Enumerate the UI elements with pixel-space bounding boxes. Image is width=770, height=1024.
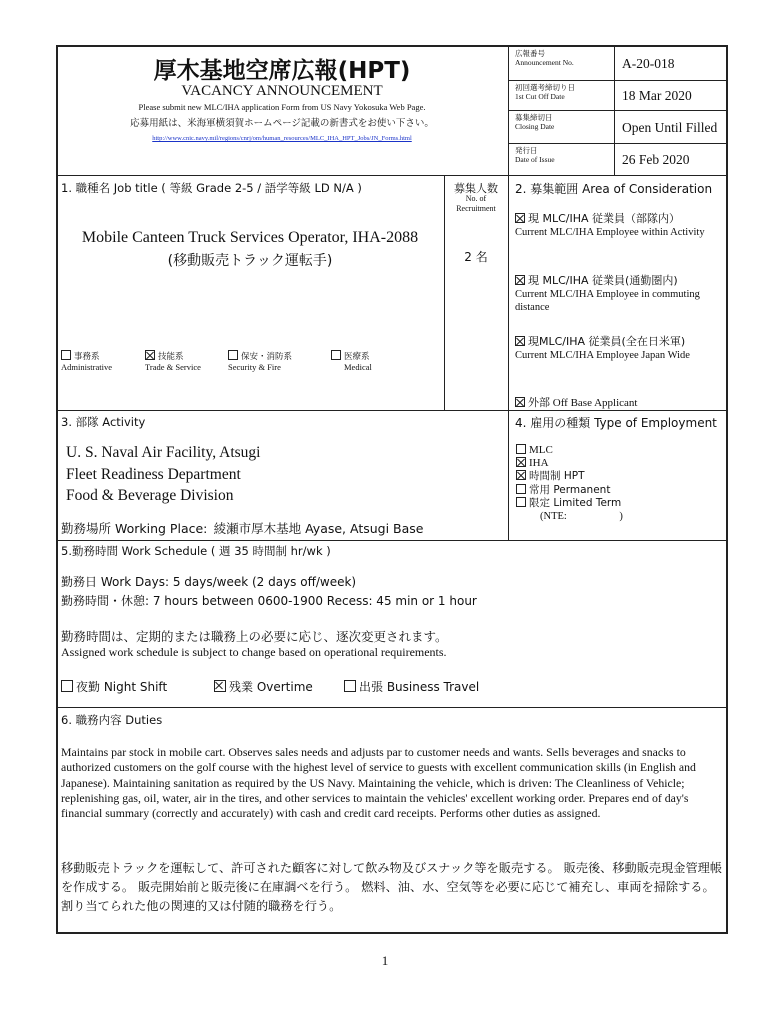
job-title-ja: (移動販売トラック運転手): [167, 253, 333, 269]
page-title: 厚木基地空席広報(HPT): [153, 58, 411, 84]
employment-checkbox[interactable]: [516, 444, 526, 454]
category-checkbox[interactable]: [145, 350, 155, 360]
divider-job: [56, 410, 728, 411]
employment-limited[interactable]: 限定 Limited Term: [516, 497, 623, 510]
divider-schedule: [56, 707, 728, 708]
employment-permanent[interactable]: 常用 Permanent: [516, 484, 623, 497]
category-checkbox[interactable]: [61, 350, 71, 360]
announcement-number: A-20-018: [622, 56, 675, 71]
activity-heading: 3. 部隊 Activity: [61, 415, 146, 429]
consideration-checkbox[interactable]: [515, 275, 525, 285]
duties-text-en: Maintains par stock in mobile cart. Observes sales needs and adjusts par to customer needs and wants. Sells beverages and snacks to authorized customers on the golf course with the highest level of service to guests with excellent communication skills (in English and Japanese). Maintaining sanitation as required by the US Navy. Maintaining the vehicle, which is driven: The Cleanliness of Vehicle; replenishing gas, oil, water, air in the tires, and other services to maintain the vehicles' excellent working order. Prepares end of day's financial summary (correctly and accurately) with cash and credit card receipts. Performs other duties as assigned.: [61, 745, 696, 821]
divider-header: [56, 175, 728, 176]
employment-hpt[interactable]: 時間制 HPT: [516, 470, 623, 483]
employment-options: [516, 444, 623, 523]
category-checkbox[interactable]: [331, 350, 341, 360]
recruitment-label-en: No. of Recruitment: [456, 194, 496, 213]
divider-info-1: [508, 80, 728, 81]
consideration-checkbox[interactable]: [515, 397, 525, 407]
category-trade-service[interactable]: 技能系 Trade & Service: [145, 352, 201, 372]
option-checkbox[interactable]: [344, 680, 356, 692]
closing-date: Open Until Filled: [622, 120, 718, 135]
consideration-off-base[interactable]: 外部 Off Base Applicant: [515, 394, 725, 410]
divider-right-column: [508, 45, 509, 540]
schedule-heading: 5.勤務時間 Work Schedule ( 週 35 時間制 hr/wk ): [61, 544, 331, 558]
employment-checkbox[interactable]: [516, 497, 526, 507]
duties-text-ja: 移動販売トラックを運転して、許可された顧客に対して飲み物及びスナック等を販売する。 販売後、移動販売現金管理帳を作成する。 販売開始前と販売後に在庫調べを行う。 燃料、油、水、空気等を必要に応じて補充し、車両を掃除する。 割り当てられた他の関連的又は付随的職務を行う。: [61, 861, 723, 913]
consideration-heading: 2. 募集範囲 Area of Consideration: [515, 182, 713, 196]
info-issue-label: 発行日 Date of Issue: [515, 146, 555, 164]
divider-recruitment: [444, 175, 445, 410]
option-business-travel[interactable]: 出張 Business Travel: [344, 678, 479, 695]
consideration-within-activity[interactable]: 現 MLC/IHA 従業員（部隊内） Current MLC/IHA Employee within Activity: [515, 212, 705, 238]
option-checkbox[interactable]: [214, 680, 226, 692]
recruitment-count: 2 名: [464, 250, 488, 264]
category-medical[interactable]: 医療系 Medical: [331, 350, 401, 372]
work-hours: 勤務時間・休憩: 7 hours between 0600-1900 Recess: 45 min or 1 hour: [61, 594, 477, 608]
employment-iha[interactable]: IHA: [516, 457, 623, 470]
info-closing-label: 募集締切日 Closing Date: [515, 113, 555, 131]
employment-checkbox[interactable]: [516, 457, 526, 467]
category-checkbox[interactable]: [228, 350, 238, 360]
instruction-ja: 応募用紙は、米海軍横須賀ホームページ記載の新書式をお使い下さい。: [130, 118, 434, 129]
schedule-note-ja: 勤務時間は、定期的または職務上の必要に応じ、逐次変更されます。: [61, 629, 448, 644]
consideration-checkbox[interactable]: [515, 336, 525, 346]
divider-info-3: [508, 143, 728, 144]
consideration-commuting[interactable]: 現 MLC/IHA 従業員(通勤圏内) Current MLC/IHA Employee in commuting distance: [515, 274, 700, 313]
schedule-note-en: Assigned work schedule is subject to change based on operational requirements.: [61, 645, 447, 659]
job-heading: 1. 職種名 Job title ( 等級 Grade 2-5 / 語学等級 LD N/A ): [61, 181, 362, 195]
info-cutoff-label: 初回選考締切り日 1st Cut Off Date: [515, 83, 575, 101]
employment-checkbox[interactable]: [516, 470, 526, 480]
employment-heading: 4. 雇用の種類 Type of Employment: [515, 416, 717, 430]
divider-info-2: [508, 110, 728, 111]
instruction-en: Please submit new MLC/IHA application Form from US Navy Yokosuka Web Page.: [138, 102, 426, 112]
employment-nte: (NTE: ): [540, 511, 623, 523]
duties-heading: 6. 職務内容 Duties: [61, 713, 163, 727]
option-overtime[interactable]: 残業 Overtime: [214, 678, 313, 695]
cutoff-date: 18 Mar 2020: [622, 88, 692, 103]
consideration-japan-wide[interactable]: 現MLC/IHA 従業員(全在日米軍) Current MLC/IHA Employee Japan Wide: [515, 335, 690, 361]
consideration-checkbox[interactable]: [515, 213, 525, 223]
employment-checkbox[interactable]: [516, 484, 526, 494]
info-announcement-label: 広報番号 Announcement No.: [515, 49, 574, 67]
forms-link[interactable]: http://www.cnic.navy.mil/regions/cnrj/om/human_resources/MLC_IHA_HPT_Jobs/JN_Forms.html: [152, 135, 412, 142]
category-administrative[interactable]: 事務系 Administrative: [61, 352, 112, 372]
page-subtitle: VACANCY ANNOUNCEMENT: [181, 83, 383, 99]
job-title-en: Mobile Canteen Truck Services Operator, IHA-2088: [81, 229, 419, 246]
issue-date: 26 Feb 2020: [622, 152, 690, 167]
option-checkbox[interactable]: [61, 680, 73, 692]
option-night-shift[interactable]: 夜勤 Night Shift: [61, 678, 167, 695]
work-days: 勤務日 Work Days: 5 days/week (2 days off/week): [61, 575, 357, 589]
category-security-fire[interactable]: 保安・消防系 Security & Fire: [228, 352, 293, 372]
employment-mlc[interactable]: MLC: [516, 444, 623, 457]
activity-lines: U. S. Naval Air Facility, Atsugi Fleet Readiness Department Food & Beverage Division: [66, 444, 261, 504]
page-number: 1: [381, 953, 389, 968]
divider-activity: [56, 540, 728, 541]
working-place: 勤務場所 Working Place: 綾瀬市厚木基地 Ayase, Atsugi Base: [61, 521, 424, 536]
recruitment-label-ja: 募集人数: [454, 182, 498, 195]
